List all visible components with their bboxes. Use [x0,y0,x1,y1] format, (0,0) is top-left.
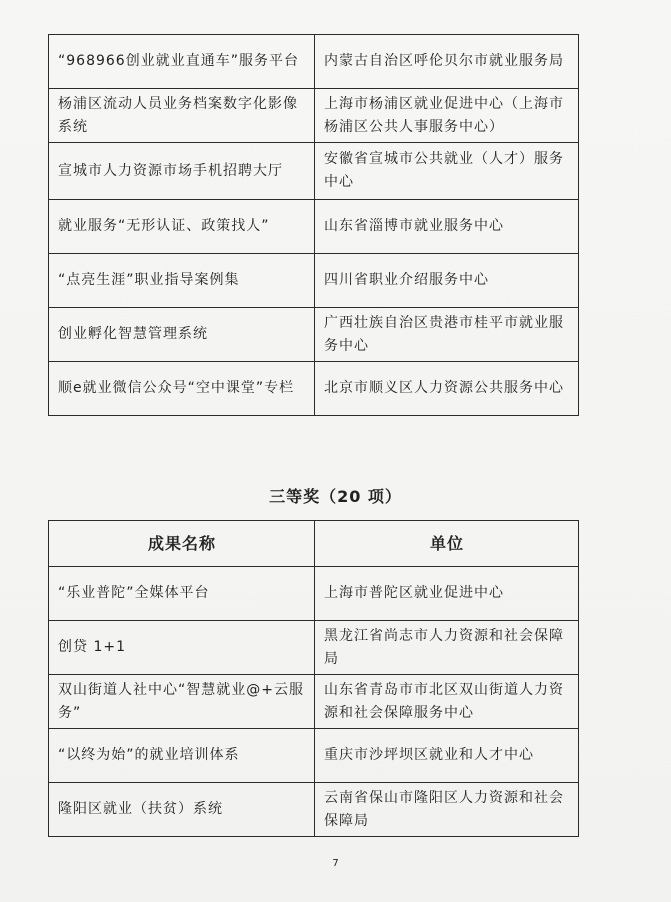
achievement-name: 宣城市人力资源市场手机招聘大厅 [49,143,315,200]
column-header-name: 成果名称 [49,521,315,567]
table-row [49,362,579,416]
organization-name: 上海市普陀区就业促进中心 [315,567,579,621]
table-row [49,675,579,729]
section-title-third-prize: 三等奖（20 项） [269,487,402,506]
achievement-name: 创贷 1+1 [49,621,315,675]
organization-name: 黑龙江省尚志市人力资源和社会保障局 [315,621,579,675]
achievement-name: 就业服务“无形认证、政策找人” [49,200,315,254]
third-prize-table [48,520,579,837]
organization-name: 广西壮族自治区贵港市桂平市就业服务中心 [315,308,579,362]
page-number: 7 [332,858,339,869]
awards-table-continued [48,34,579,416]
table-header-row [49,521,579,567]
table-row [49,621,579,675]
organization-name: 云南省保山市隆阳区人力资源和社会保障局 [315,783,579,837]
table-row [49,567,579,621]
organization-name: 安徽省宣城市公共就业（人才）服务中心 [315,143,579,200]
table-row [49,308,579,362]
achievement-name: “以终为始”的就业培训体系 [49,729,315,783]
organization-name: 山东省淄博市就业服务中心 [315,200,579,254]
achievement-name: 顺e就业微信公众号“空中课堂”专栏 [49,362,315,416]
organization-name: 内蒙古自治区呼伦贝尔市就业服务局 [315,35,579,89]
achievement-name: “点亮生涯”职业指导案例集 [49,254,315,308]
organization-name: 上海市杨浦区就业促进中心（上海市杨浦区公共人事服务中心） [315,89,579,143]
organization-name: 山东省青岛市市北区双山街道人力资源和社会保障服务中心 [315,675,579,729]
achievement-name: 双山街道人社中心“智慧就业@+云服务” [49,675,315,729]
achievement-name: 隆阳区就业（扶贫）系统 [49,783,315,837]
table-row [49,783,579,837]
table-row [49,254,579,308]
achievement-name: 创业孵化智慧管理系统 [49,308,315,362]
table-row [49,143,579,200]
achievement-name: “968966创业就业直通车”服务平台 [49,35,315,89]
table-row [49,200,579,254]
table-row [49,89,579,143]
organization-name: 重庆市沙坪坝区就业和人才中心 [315,729,579,783]
table-row [49,35,579,89]
organization-name: 北京市顺义区人力资源公共服务中心 [315,362,579,416]
table-row [49,729,579,783]
organization-name: 四川省职业介绍服务中心 [315,254,579,308]
achievement-name: 杨浦区流动人员业务档案数字化影像系统 [49,89,315,143]
achievement-name: “乐业普陀”全媒体平台 [49,567,315,621]
column-header-unit: 单位 [315,521,579,567]
